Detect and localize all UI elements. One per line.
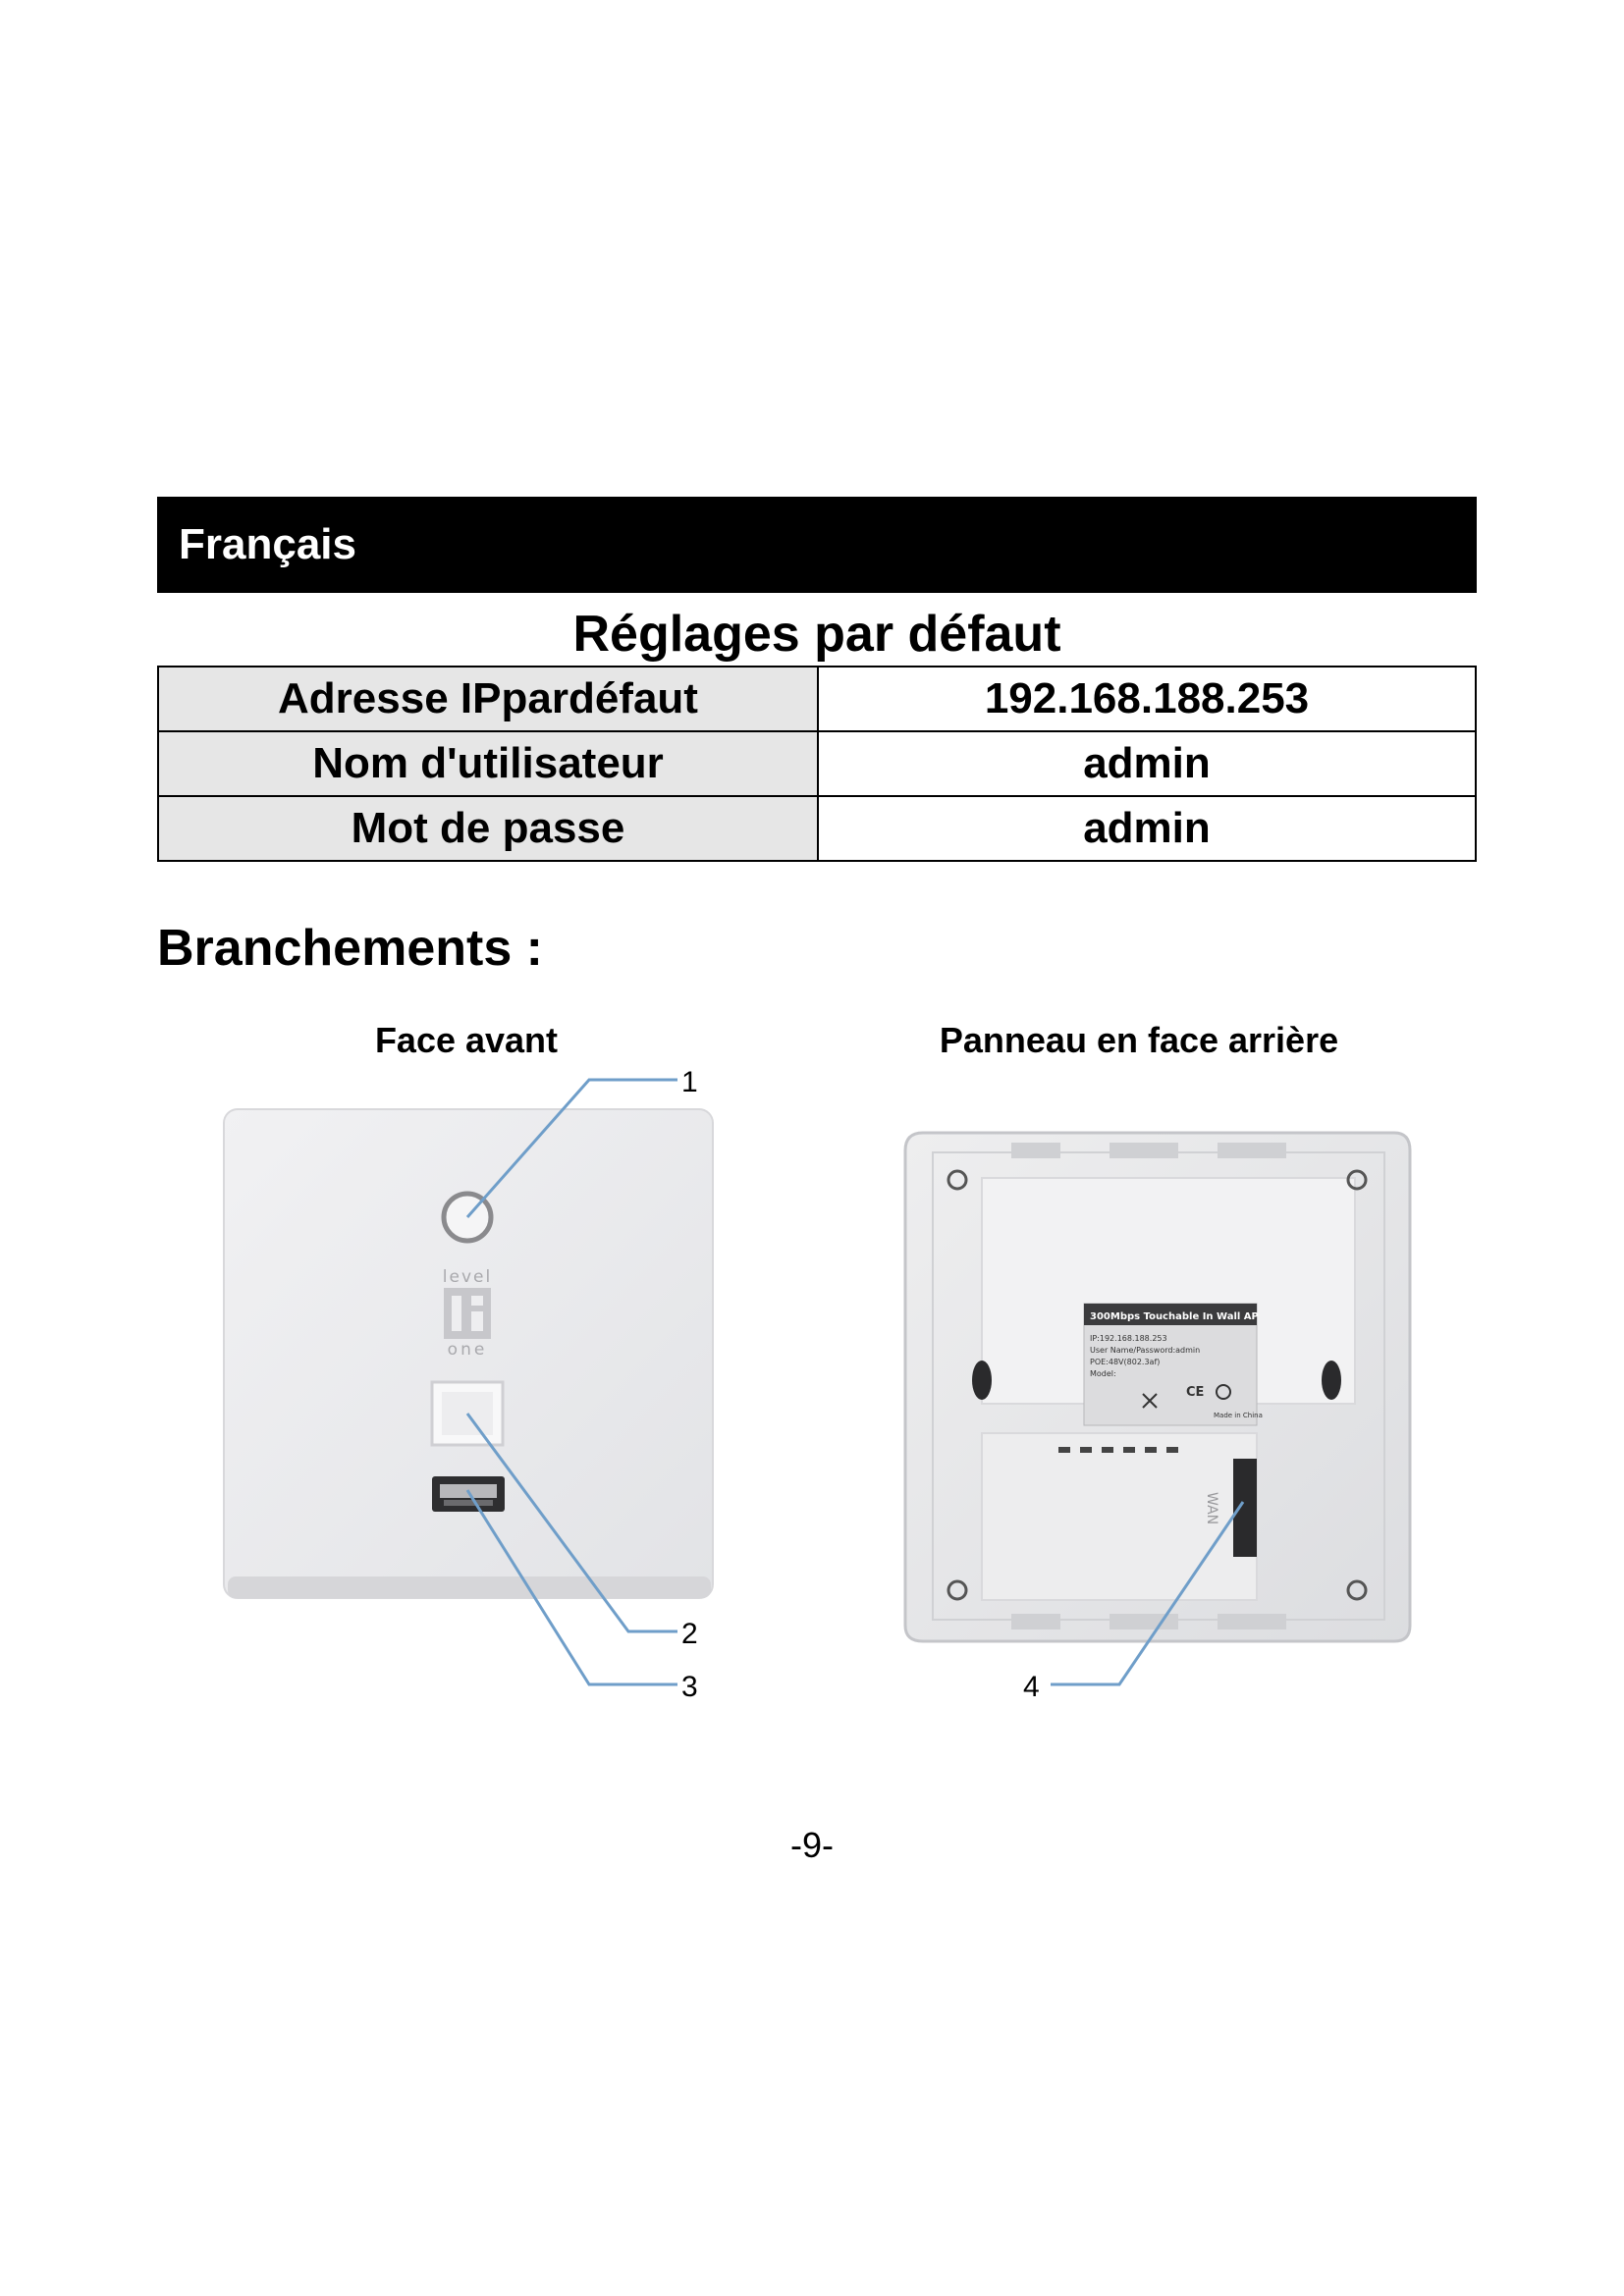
- callout-1: 1: [681, 1066, 698, 1098]
- password-label: Mot de passe: [158, 796, 818, 861]
- label-poe: POE:48V(802.3af): [1090, 1358, 1161, 1366]
- ce-mark-icon: CE: [1186, 1385, 1205, 1400]
- callout-2: 2: [681, 1618, 698, 1650]
- label-credentials: User Name/Password:admin: [1090, 1346, 1201, 1355]
- logo-one-text: one: [447, 1340, 488, 1360]
- default-ip-value: 192.168.188.253: [818, 667, 1476, 731]
- label-made-in: Made in China: [1214, 1412, 1263, 1419]
- back-panel: [905, 1133, 1410, 1641]
- username-label: Nom d'utilisateur: [158, 731, 818, 796]
- label-title: 300Mbps Touchable In Wall AP: [1090, 1311, 1259, 1322]
- front-panel: [224, 1109, 713, 1598]
- language-header: Français: [157, 497, 1477, 593]
- default-ip-label: Adresse IPpardéfaut: [158, 667, 818, 731]
- wan-port-label: WAN: [1204, 1492, 1219, 1525]
- label-ip: IP:192.168.188.253: [1090, 1334, 1167, 1343]
- defaults-title: Réglages par défaut: [572, 606, 1061, 663]
- back-caption: Panneau en face arrière: [939, 1020, 1339, 1060]
- username-value: admin: [818, 731, 1476, 796]
- callout-4: 4: [1023, 1671, 1040, 1703]
- callout-3: 3: [681, 1671, 698, 1703]
- logo-level-text: level: [442, 1267, 493, 1287]
- front-caption: Face avant: [374, 1020, 559, 1060]
- page-number: -9-: [790, 1825, 834, 1865]
- levelone-logo: [443, 1267, 492, 1360]
- label-model: Model:: [1090, 1369, 1116, 1378]
- connections-title: Branchements :: [157, 920, 543, 977]
- password-value: admin: [818, 796, 1476, 861]
- product-label: [1084, 1304, 1263, 1425]
